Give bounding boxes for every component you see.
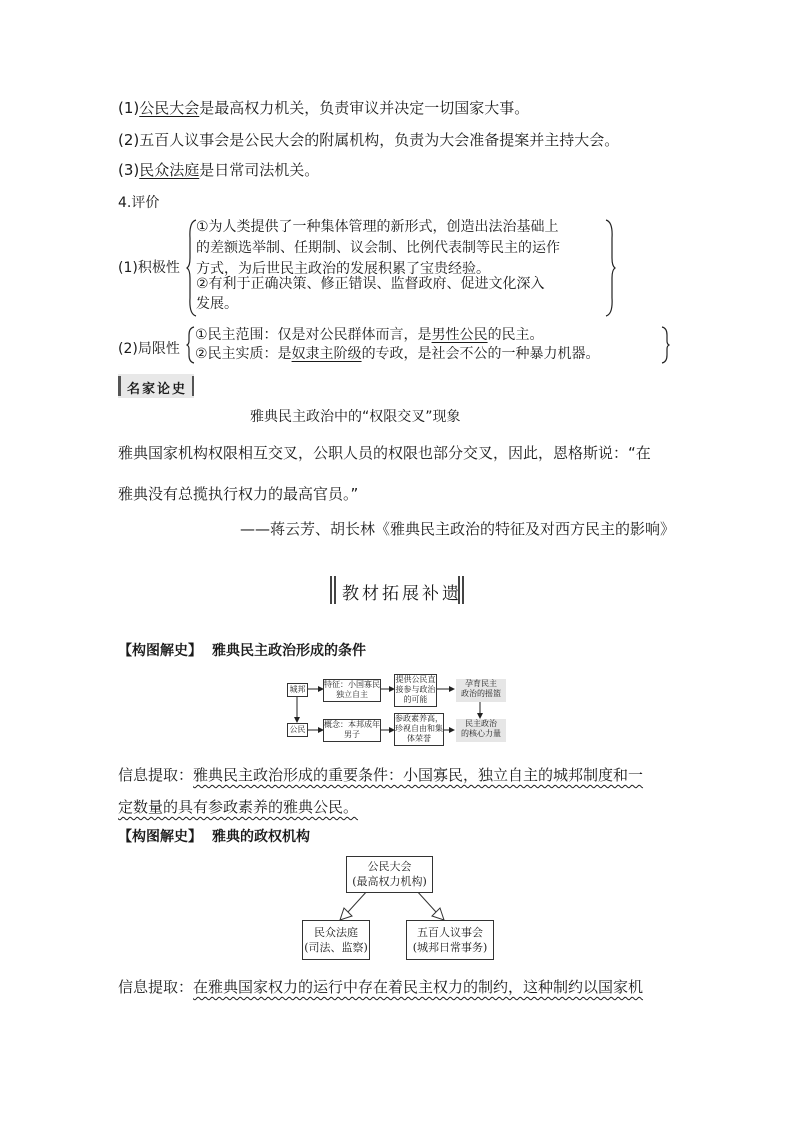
evaluation-heading: 4.评价 [118,195,160,211]
expert-tag [118,374,194,398]
box-line: 特征：小国寡民 [324,680,380,689]
item-number: (2) [118,131,140,149]
positive-line-2: 的差额选举制、任期制、议会制、比例代表制等民主的运作 [196,240,560,256]
item-number: (1) [118,99,140,117]
organ-item-1 [118,98,529,118]
diagram2-heading [118,826,310,846]
limitation-label: (2)局限性 [118,341,180,357]
limitation-text: 的民主。 [487,327,544,343]
box-line: 的可能 [403,695,428,704]
council-box [406,920,494,960]
core-box [456,719,506,742]
heading-text: 雅典民主政治形成的条件 [212,643,366,659]
term-slave-owner-class: 奴隶主阶级 [291,346,362,362]
box-line: 孕育民主 [465,679,497,688]
limitation-text: ①民主范围：仅是对公民群体而言，是 [195,327,432,343]
section-title-frame [330,576,464,604]
limitation-line-2 [195,344,600,366]
box-line: (城邦日常事务) [412,941,488,954]
citizen-assembly-box [346,856,433,893]
info-text: 在雅典国家权力的运行中存在着民主权力的制约，这种制约以国家机 [193,978,644,996]
term-citizen-assembly: 公民大会 [139,99,200,117]
cradle-box [456,679,506,702]
expert-paragraph-line-1: 雅典国家机构权限相互交叉，公职人员的权限也部分交叉，因此，恩格斯说：“在 [118,444,651,462]
positive-right-brace [604,218,616,318]
box-line: 概念：本邦成年 [324,720,380,729]
peoples-court-box [302,920,370,960]
box-line: (最高权力机构) [352,875,427,888]
info1-line-1 [118,764,643,785]
box-line: 政治的摇篮 [461,689,501,698]
diagram1-heading [118,640,366,660]
limitation-text: 的专政，是社会不公的一种暴力机器。 [361,346,600,362]
box-line: 五百人议事会 [417,926,483,939]
term-peoples-court: 民众法庭 [139,161,200,179]
positive-line-1: ①为人类提供了一种集体管理的新形式，创造出法治基础上 [196,219,559,235]
citizen-label: 公民 [289,725,306,734]
box-line: 参政素养高， [395,714,443,723]
box-line: 民主政治 [465,719,497,728]
item-number: (3) [118,161,140,179]
quality-box [394,713,444,746]
organ-item-2 [118,130,619,150]
expert-title: 雅典民主政治中的“权限交叉”现象 [250,409,461,425]
info-label: 信息提取： [118,978,194,996]
expert-tag-label: 名家论史 [127,382,188,397]
box-line: 珍视自由和集 [395,724,443,733]
info1-line-2 [118,796,358,817]
box-line: (司法、监察) [304,941,368,954]
expert-source: ——蒋云芳、胡长林《雅典民主政治的特征及对西方民主的影响》 [240,520,676,538]
box-line: 公民大会 [367,860,412,873]
heading-tag: 【构图解史】 [118,643,202,659]
expert-paragraph-line-2: 雅典没有总揽执行权力的最高官员。” [118,485,359,503]
info-label: 信息提取： [118,766,194,784]
info-text: 定数量的具有参政素养的雅典公民。 [118,798,359,816]
positive-line-4: ②有利于正确决策、修正错误、监督政府、促进文化深入 [196,276,545,292]
limitation-text: ②民主实质：是 [195,346,292,362]
provide-box [394,674,437,707]
term-male-citizens: 男性公民 [431,327,488,343]
citizen-box [287,723,308,737]
item-text: 是日常司法机关。 [199,161,320,179]
box-line: 独立自主 [336,690,368,699]
item-text: 五百人议事会是公民大会的附属机构，负责为大会准备提案并主持大会。 [139,131,620,149]
positive-label: (1)积极性 [118,260,180,276]
box-line: 接参与政治 [395,685,436,694]
info2-line-1 [118,976,643,997]
organ-item-3 [118,160,319,180]
heading-text: 雅典的政权机构 [212,829,310,845]
polis-label: 城邦 [289,685,306,694]
item-text: 是最高权力机关，负责审议并决定一切国家大事。 [199,99,530,117]
box-line: 的核心力量 [461,729,501,738]
positive-line-5: 发展。 [196,296,238,312]
box-line: 提供公民直 [395,675,436,684]
polis-feature-box [323,679,381,702]
box-line: 民众法庭 [314,926,358,939]
positive-line-3: 方式，为后世民主政治的发展积累了宝贵经验。 [196,261,490,277]
limitation-right-brace [660,325,670,365]
box-line: 体荣誉 [407,734,431,743]
info-text: 雅典民主政治形成的重要条件：小国寡民，独立自主的城邦制度和一 [193,766,644,784]
polis-box [287,683,308,697]
box-line: 男子 [344,730,360,739]
section-title: 教材拓展补遗 [342,584,462,604]
citizen-concept-box [323,719,381,742]
heading-tag: 【构图解史】 [118,829,202,845]
